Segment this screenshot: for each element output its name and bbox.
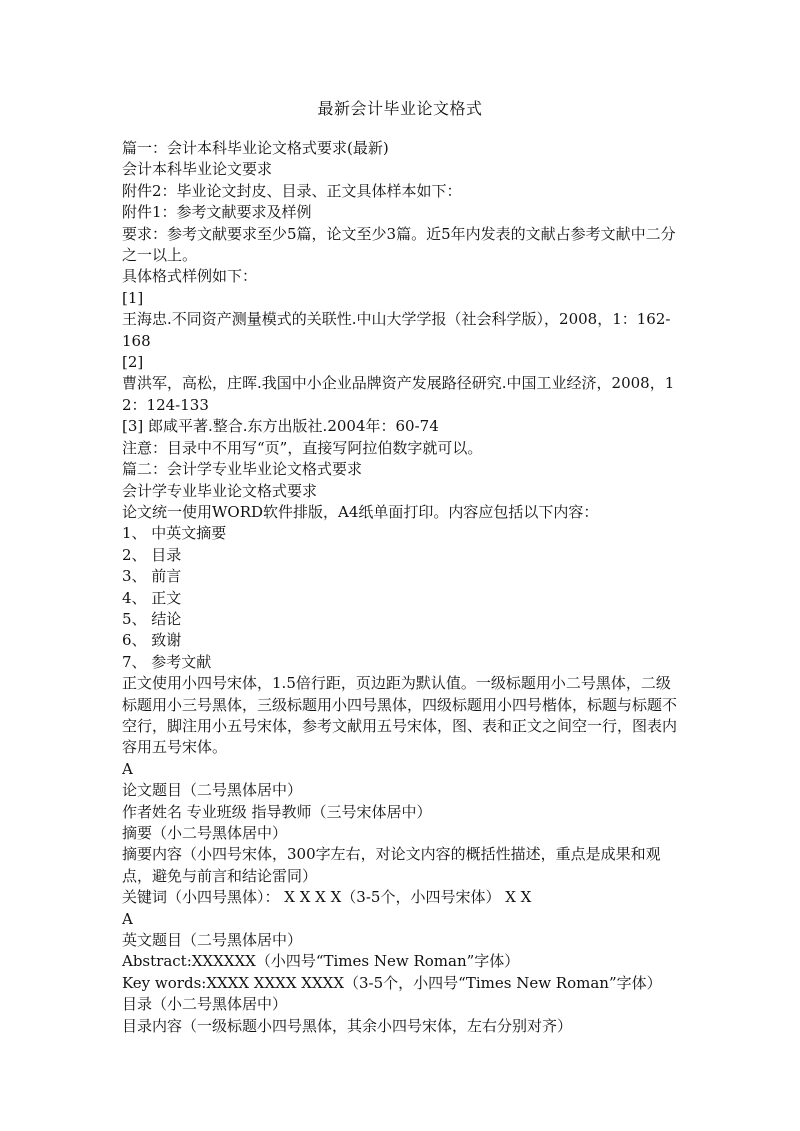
- section-heading: 篇二：会计学专业毕业论文格式要求: [122, 460, 363, 479]
- document-body: [122, 138, 678, 1037]
- text-line: 关键词（小四号黑体）： X X X X（3-5个，小四号宋体） X X: [122, 888, 532, 907]
- reference-entry: [3] 郎咸平著.整合.东方出版社.2004年：60-74: [122, 417, 439, 436]
- text-line: 附件1：参考文献要求及样例: [122, 203, 312, 222]
- text-line: 具体格式样例如下：: [122, 267, 258, 286]
- text-line: 论文统一使用WORD软件排版，A4纸单面打印。内容应包括以下内容：: [122, 502, 599, 521]
- text-line: 英文题目（二号黑体居中）: [122, 931, 303, 950]
- text-line: A: [122, 759, 133, 778]
- list-item: 3、 前言: [122, 567, 182, 586]
- text-line: Key words:XXXX XXXX XXXX（3-5个，小四号“Times New Roman”字体）: [122, 973, 662, 992]
- text-line: 作者姓名 专业班级 指导教师（三号宋体居中）: [122, 802, 432, 821]
- text-line: 篇一：会计本科毕业论文格式要求(最新): [122, 139, 389, 157]
- text-line: 目录内容（一级标题小四号黑体，其余小四号宋体，左右分别对齐）: [122, 1016, 573, 1035]
- list-item: 6、 致谢: [122, 631, 182, 650]
- text-line: 会计本科毕业论文要求: [122, 160, 273, 179]
- reference-entry: 曹洪军，高松，庄晖.我国中小企业品牌资产发展路径研究.中国工业经济，2008，12：124-133: [122, 374, 675, 414]
- text-line: 附件2：毕业论文封皮、目录、正文具体样本如下：: [122, 181, 462, 200]
- text-line: 要求：参考文献要求至少5篇，论文至少3篇。近5年内发表的文献占参考文献中二分之一以上。: [122, 224, 676, 265]
- reference-number: [2]: [122, 353, 144, 372]
- text-line: A: [122, 909, 133, 928]
- list-item: 1、 中英文摘要: [122, 524, 227, 543]
- text-line: Abstract:XXXXXX（小四号“Times New Roman”字体）: [122, 952, 520, 971]
- document-title: 最新会计毕业论文格式: [317, 99, 483, 118]
- list-item: 4、 正文: [122, 588, 182, 607]
- text-line: 论文题目（二号黑体居中）: [122, 781, 303, 800]
- list-item: 2、 目录: [122, 545, 182, 564]
- text-line: 正文使用小四号宋体，1.5倍行距，页边距为默认值。一级标题用小二号黑体，二级标题用小三号黑体，三级标题用小四号黑体，四级标题用小四号楷体，标题与标题不空行，脚注用小五号宋体，参考文献用五号宋体，图、表和正文之间空一行，图表内容用五号宋体。: [122, 674, 678, 757]
- text-line: 摘要（小二号黑体居中）: [122, 824, 288, 842]
- reference-entry: 王海忠.不同资产测量模式的关联性.中山大学学报（社会科学版），2008，1：162-168: [122, 310, 671, 350]
- list-item: 5、 结论: [122, 609, 182, 628]
- list-item: 7、 参考文献: [122, 652, 212, 671]
- reference-number: [1]: [122, 288, 144, 307]
- text-line: 会计学专业毕业论文格式要求: [122, 481, 318, 500]
- text-line: 目录（小二号黑体居中）: [122, 995, 288, 1014]
- text-line: 注意：目录中不用写“页”，直接写阿拉伯数字就可以。: [122, 438, 483, 457]
- text-line: 摘要内容（小四号宋体，300字左右，对论文内容的概括性描述，重点是成果和观点，避免与前言和结论雷同）: [122, 845, 661, 885]
